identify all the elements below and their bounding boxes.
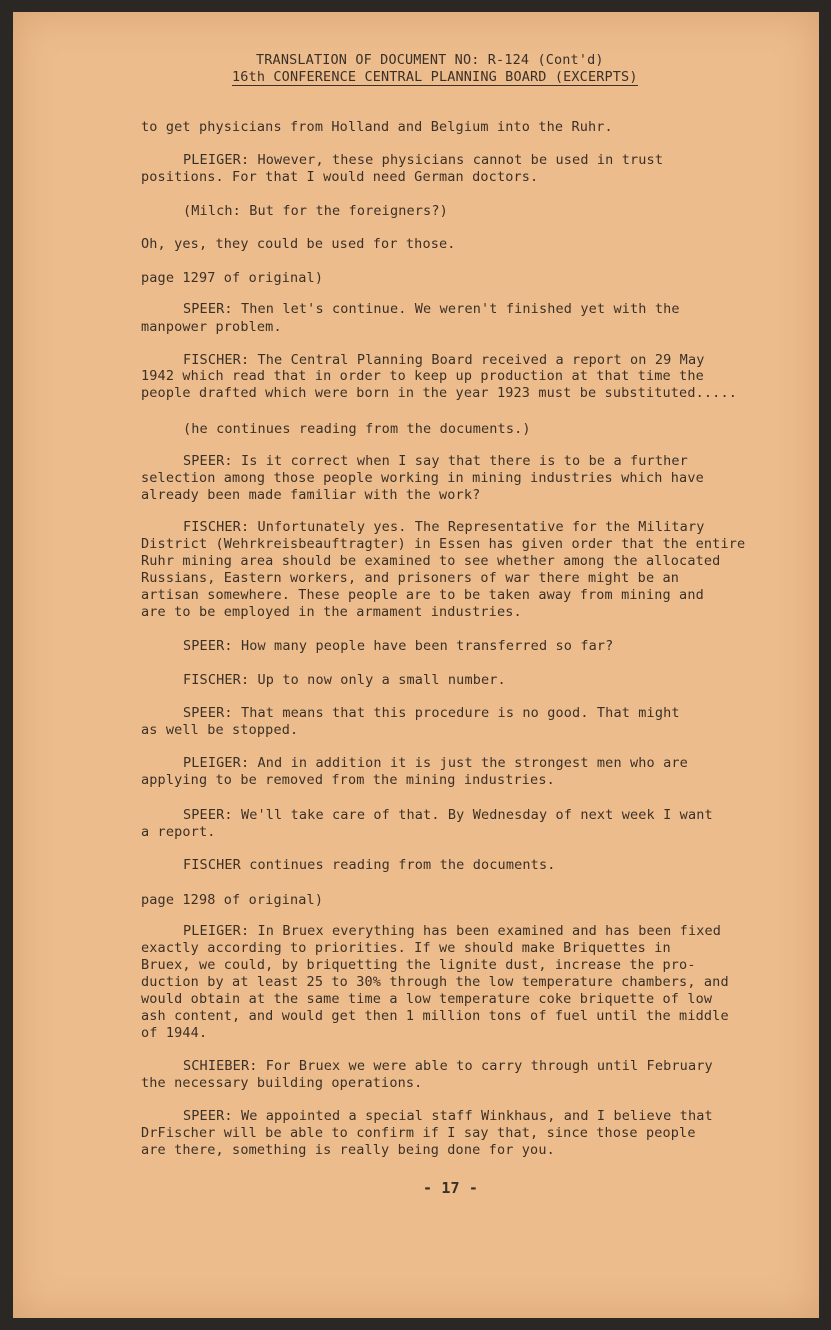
text-line: manpower problem. — [141, 319, 282, 335]
text-line: SPEER: How many people have been transferred so far? — [183, 638, 614, 654]
text-line: are to be employed in the armament industries. — [141, 604, 522, 620]
text-line: would obtain at the same time a low temperature coke briquette of low — [141, 991, 713, 1007]
text-line: FISCHER: The Central Planning Board received a report on 29 May — [183, 352, 705, 368]
text-line: to get physicians from Holland and Belgium into the Ruhr. — [141, 119, 613, 135]
text-line: the necessary building operations. — [141, 1075, 423, 1091]
page-number: - 17 - — [423, 1179, 479, 1197]
text-line: SPEER: Is it correct when I say that there is to be a further — [183, 453, 688, 469]
text-line: 1942 which read that in order to keep up production at that time the — [141, 368, 704, 384]
text-line: as well be stopped. — [141, 722, 299, 738]
header-line-2: 16th CONFERENCE CENTRAL PLANNING BOARD (EXCERPTS) — [232, 69, 638, 85]
text-line: SPEER: We'll take care of that. By Wednesday of next week I want — [183, 807, 713, 823]
text-line: people drafted which were born in the year 1923 must be substituted..... — [141, 385, 737, 401]
text-line: SPEER: We appointed a special staff Winkhaus, and I believe that — [183, 1108, 713, 1124]
text-line: page 1297 of original) — [141, 270, 324, 286]
text-line: Oh, yes, they could be used for those. — [141, 236, 456, 252]
text-line: ash content, and would get then 1 million tons of fuel until the middle — [141, 1008, 729, 1024]
text-line: of 1944. — [141, 1025, 208, 1041]
text-line: DrFischer will be able to confirm if I say that, since those people — [141, 1125, 696, 1141]
text-line: (he continues reading from the documents.) — [183, 421, 531, 437]
text-line: Bruex, we could, by briquetting the lignite dust, increase the pro- — [141, 957, 696, 973]
text-line: FISCHER continues reading from the documents. — [183, 857, 556, 873]
text-line: a report. — [141, 824, 216, 840]
text-line: SPEER: That means that this procedure is no good. That might — [183, 705, 680, 721]
text-line: SCHIEBER: For Bruex we were able to carry through until February — [183, 1058, 713, 1074]
text-line: SPEER: Then let's continue. We weren't finished yet with the — [183, 301, 680, 317]
text-line: PLEIGER: In Bruex everything has been examined and has been fixed — [183, 923, 722, 939]
text-line: duction by at least 25 to 30% through the low temperature chambers, and — [141, 974, 729, 990]
text-line: District (Wehrkreisbeauftragter) in Essen has given order that the entire — [141, 536, 746, 552]
text-line: artisan somewhere. These people are to be taken away from mining and — [141, 587, 704, 603]
text-line: exactly according to priorities. If we should make Briquettes in — [141, 940, 671, 956]
text-line: already been made familiar with the work? — [141, 487, 481, 503]
text-line: Russians, Eastern workers, and prisoners of war there might be an — [141, 570, 680, 586]
text-line: (Milch: But for the foreigners?) — [183, 203, 448, 219]
text-line: applying to be removed from the mining industries. — [141, 772, 555, 788]
text-line: FISCHER: Unfortunately yes. The Representative for the Military — [183, 519, 705, 535]
header-line-1: TRANSLATION OF DOCUMENT NO: R-124 (Cont'd) — [256, 52, 604, 68]
text-line: are there, something is really being done for you. — [141, 1142, 555, 1158]
text-line: selection among those people working in mining industries which have — [141, 470, 704, 486]
document-page — [13, 12, 819, 1318]
header-underline — [232, 85, 638, 86]
text-line: PLEIGER: However, these physicians cannot be used in trust — [183, 152, 664, 168]
text-line: page 1298 of original) — [141, 892, 324, 908]
text-line: PLEIGER: And in addition it is just the strongest men who are — [183, 755, 688, 771]
text-line: FISCHER: Up to now only a small number. — [183, 672, 506, 688]
text-line: positions. For that I would need German doctors. — [141, 169, 539, 185]
text-line: Ruhr mining area should be examined to see whether among the allocated — [141, 553, 721, 569]
